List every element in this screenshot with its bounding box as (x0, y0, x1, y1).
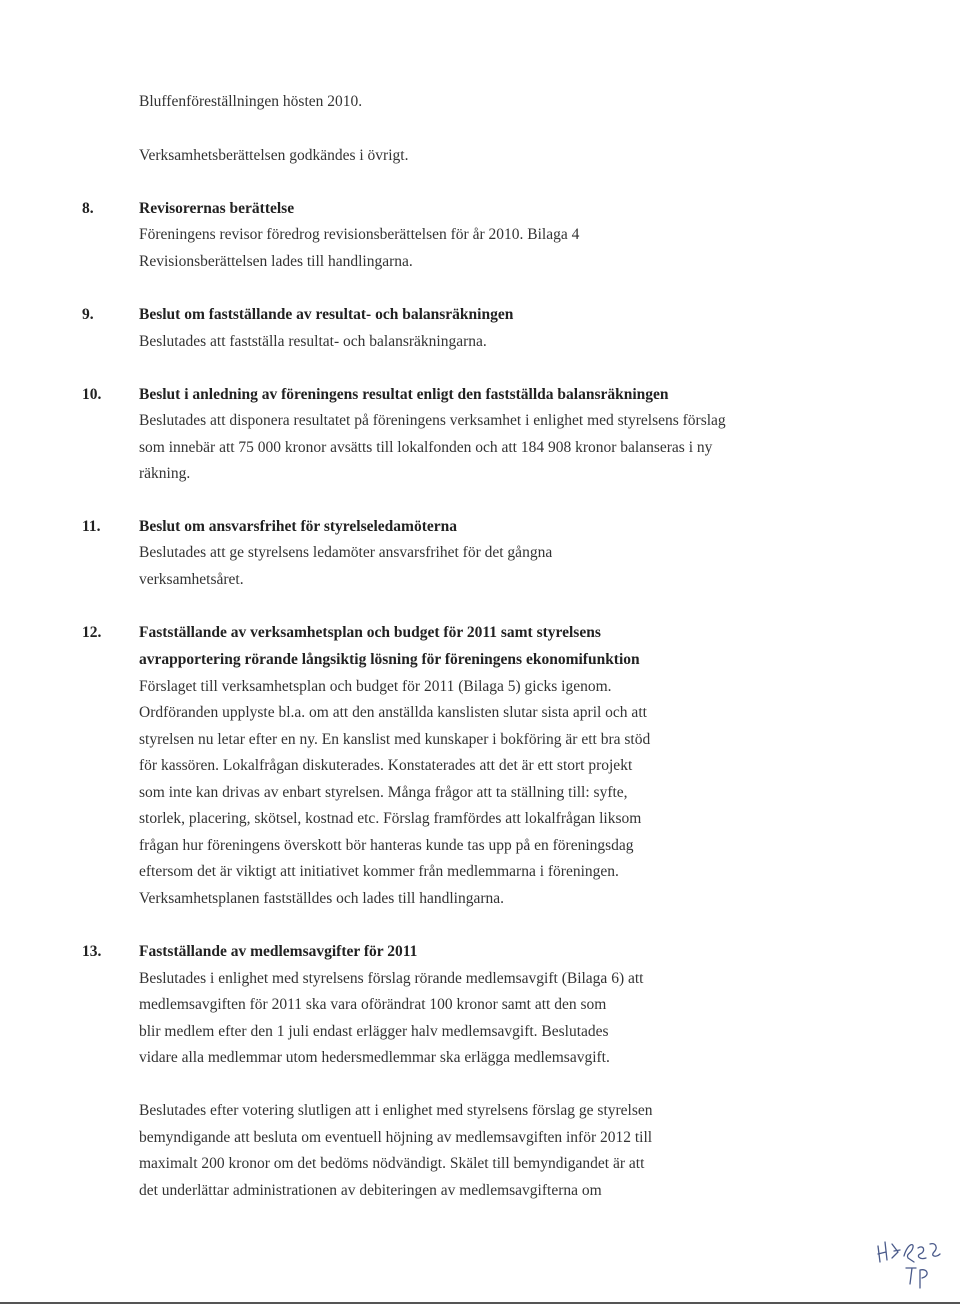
section-body-line: storlek, placering, skötsel, kostnad etc. Förslag framfördes att lokalfrågan liksom (139, 810, 642, 827)
section-body-line: Föreningens revisor föredrog revisionsberättelsen för år 2010. Bilaga 4 (139, 226, 580, 243)
section-body-line: styrelsen nu letar efter en ny. En kanslist med kunskaper i bokföring är ett bra stöd (139, 731, 651, 748)
section-body-line: Beslutades att disponera resultatet på föreningens verksamhet i enlighet med styrelsens förslag (139, 412, 726, 429)
section-body-line: frågan hur föreningens överskott bör hanteras kunde tas upp på en föreningsdag (139, 837, 634, 854)
section-body-line: som inte kan drivas av enbart styrelsen. Många frågor att ta ställning till: syfte, (139, 784, 628, 801)
section-body-line: Verksamhetsplanen fastställdes och lades till handlingarna. (139, 890, 505, 907)
section-number: 9. (82, 306, 94, 323)
section-body-line: blir medlem efter den 1 juli endast erlägger halv medlemsavgift. Beslutades (139, 1023, 609, 1040)
section-body-line: det underlättar administrationen av debiteringen av medlemsavgifterna om (139, 1182, 602, 1199)
section-body-line: Ordföranden upplyste bl.a. om att den anställda kanslisten slutar sista april och att (139, 704, 647, 721)
section-body-line: Beslutades att fastställa resultat- och balansräkningarna. (139, 333, 487, 350)
section-body-line: Revisionsberättelsen lades till handlingarna. (139, 253, 413, 270)
page-bottom-edge (0, 1302, 960, 1304)
section-number: 12. (82, 624, 102, 641)
intro-line: Verksamhetsberättelsen godkändes i övrigt. (139, 147, 409, 164)
section-body-line: räkning. (139, 465, 191, 482)
section-body-line: Beslutades att ge styrelsens ledamöter ansvarsfrihet för det gångna (139, 544, 553, 561)
handwritten-initials (872, 1232, 952, 1292)
intro-line: Bluffenföreställningen hösten 2010. (139, 93, 363, 110)
section-body-line: medlemsavgiften för 2011 ska vara oförändrat 100 kronor samt att den som (139, 996, 607, 1013)
section-heading: avrapportering rörande långsiktig lösning för föreningens ekonomifunktion (139, 651, 640, 668)
section-number: 13. (82, 943, 102, 960)
section-number: 11. (82, 518, 101, 535)
section-heading: Beslut om ansvarsfrihet för styrelseledamöterna (139, 518, 457, 535)
section-heading: Revisorernas berättelse (139, 200, 295, 217)
section-body-line: som innebär att 75 000 kronor avsätts till lokalfonden och att 184 908 kronor balanseras i ny (139, 439, 713, 456)
section-body-line: verksamhetsåret. (139, 571, 244, 588)
section-number: 10. (82, 386, 102, 403)
section-heading: Beslut i anledning av föreningens resultat enligt den fastställda balansräkningen (139, 386, 669, 403)
section-body-line: bemyndigande att besluta om eventuell höjning av medlemsavgiften inför 2012 till (139, 1129, 653, 1146)
section-heading: Fastställande av medlemsavgifter för 2011 (139, 943, 418, 960)
section-body-line: för kassören. Lokalfrågan diskuterades. Konstaterades att det är ett stort projekt (139, 757, 633, 774)
section-number: 8. (82, 200, 94, 217)
section-heading: Fastställande av verksamhetsplan och budget för 2011 samt styrelsens (139, 624, 601, 641)
section-body-line: maximalt 200 kronor om det bedöms nödvändigt. Skälet till bemyndigandet är att (139, 1155, 645, 1172)
section-body-line: vidare alla medlemmar utom hedersmedlemmar ska erlägga medlemsavgift. (139, 1049, 610, 1066)
section-heading: Beslut om fastställande av resultat- och balansräkningen (139, 306, 514, 323)
section-body-line: Beslutades i enlighet med styrelsens förslag rörande medlemsavgift (Bilaga 6) att (139, 970, 644, 987)
section-body-line: eftersom det är viktigt att initiativet kommer från medlemmarna i föreningen. (139, 863, 619, 880)
section-body-line: Beslutades efter votering slutligen att i enlighet med styrelsens förslag ge styrelsen (139, 1102, 653, 1119)
section-body-line: Förslaget till verksamhetsplan och budget för 2011 (Bilaga 5) gicks igenom. (139, 678, 612, 695)
